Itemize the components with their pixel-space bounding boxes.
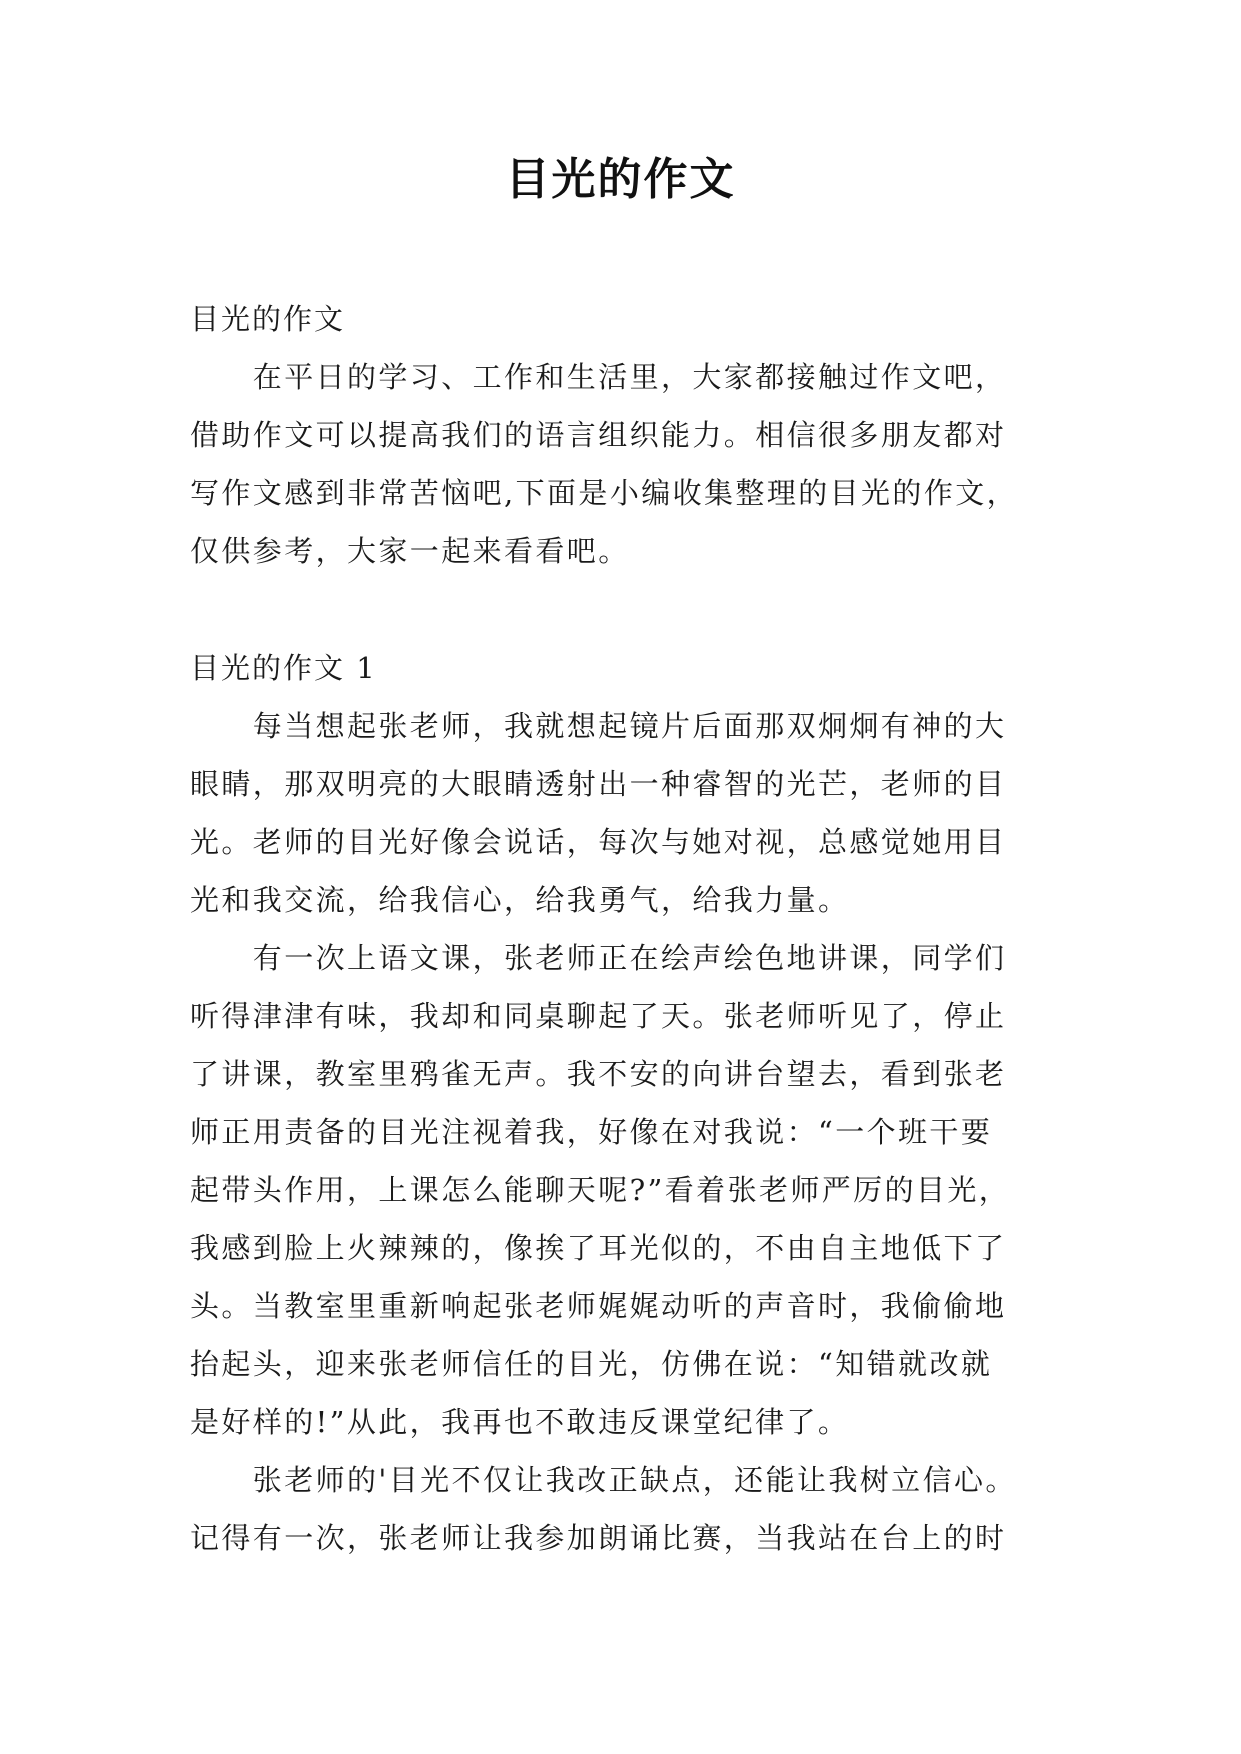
paragraph-2 [190,929,1070,1451]
text-line: 抬起头，迎来张老师信任的目光，仿佛在说：“知错就改就 [190,1347,993,1381]
document-body [190,290,1070,1567]
intro-paragraph [190,348,1070,580]
text-line: 起带头作用，上课怎么能聊天呢?”看着张老师严厉的目光， [190,1173,1011,1207]
text-line: 每当想起张老师，我就想起镜片后面那双炯炯有神的大 [190,709,1007,743]
text-line: 眼睛，那双明亮的大眼睛透射出一种睿智的光芒，老师的目 [190,767,1007,801]
text-line: 有一次上语文课，张老师正在绘声绘色地讲课，同学们 [190,941,1007,975]
paragraph-1 [190,697,1070,929]
document-title: 目光的作文 [505,154,736,205]
text-line: 在平日的学习、工作和生活里，大家都接触过作文吧， [190,360,1007,394]
text-line: 写作文感到非常苦恼吧,下面是小编收集整理的目光的作文， [190,476,1019,510]
text-line: 张老师的'目光不仅让我改正缺点，还能让我树立信心。 [190,1463,1017,1497]
paragraph-3 [190,1451,1070,1567]
section-heading: 目光的作文 1 [190,651,377,685]
paragraph-gap [190,580,1070,639]
text-line: 了讲课，教室里鸦雀无声。我不安的向讲台望去，看到张老 [190,1057,1007,1091]
text-line: 借助作文可以提高我们的语言组织能力。相信很多朋友都对 [190,418,1007,452]
text-line: 记得有一次，张老师让我参加朗诵比赛，当我站在台上的时 [190,1521,1007,1555]
text-line: 光。老师的目光好像会说话，每次与她对视，总感觉她用目 [190,825,1007,859]
text-line: 光和我交流，给我信心，给我勇气，给我力量。 [190,883,850,917]
text-line: 头。当教室里重新响起张老师娓娓动听的声音时，我偷偷地 [190,1289,1007,1323]
text-line: 师正用责备的目光注视着我，好像在对我说：“一个班干要 [190,1115,993,1149]
text-line: 仅供参考，大家一起来看看吧。 [190,534,630,568]
intro-heading: 目光的作文 [190,302,346,336]
text-line: 我感到脸上火辣辣的，像挨了耳光似的，不由自主地低下了 [190,1231,1007,1265]
text-line: 听得津津有味，我却和同桌聊起了天。张老师听见了，停止 [190,999,1007,1033]
text-line: 是好样的!”从此，我再也不敢违反课堂纪律了。 [190,1405,850,1439]
